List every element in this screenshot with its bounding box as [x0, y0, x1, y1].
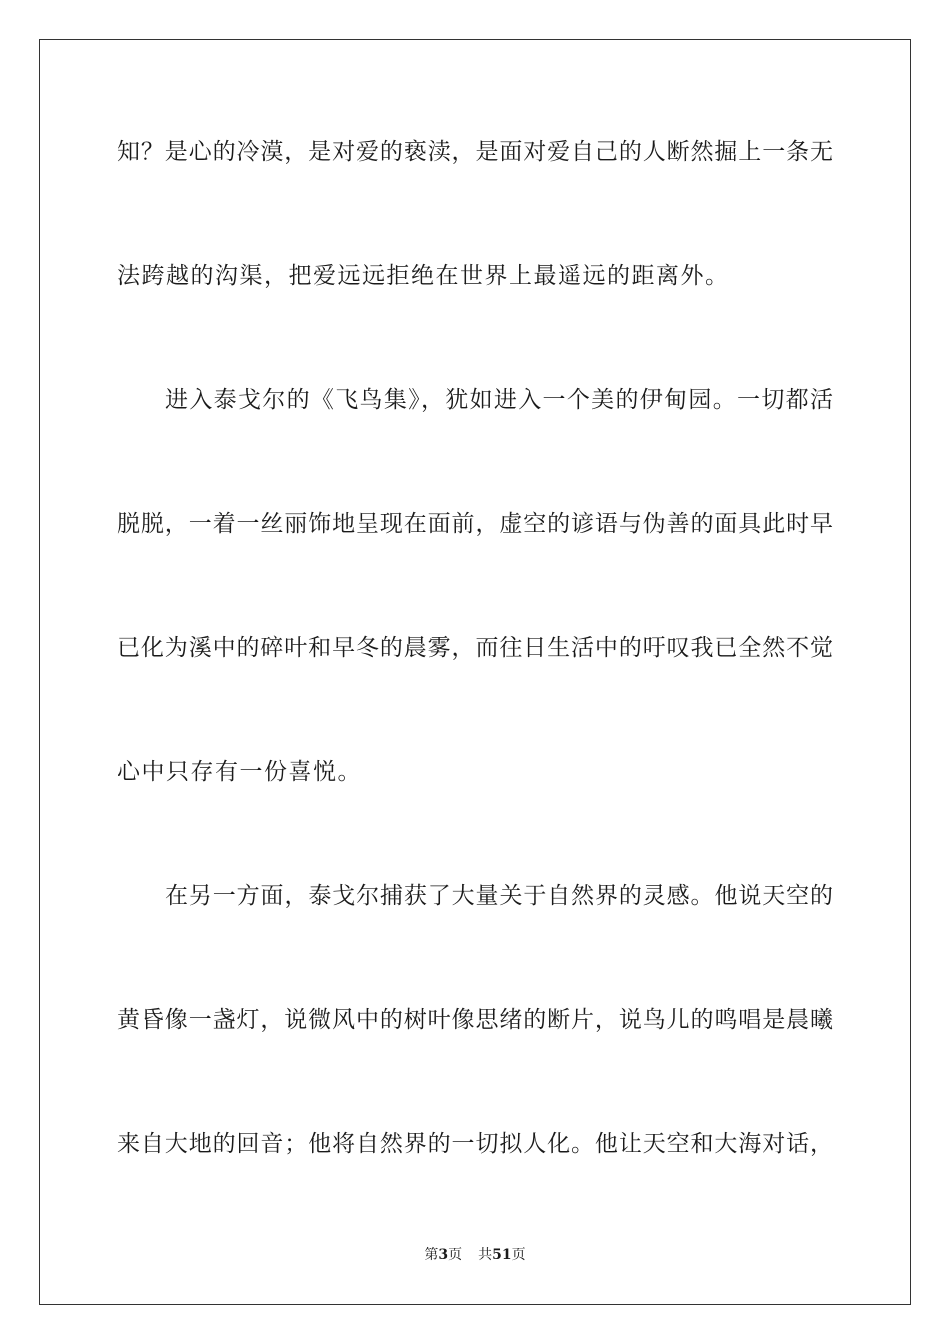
- text-line-3: 进入泰戈尔的《飞鸟集》，犹如进入一个美的伊甸园。一切都活: [165, 387, 833, 413]
- text-line-8: 黄昏像一盏灯，说微风中的树叶像思绪的断片，说鸟儿的鸣唱是晨曦: [117, 1007, 833, 1033]
- page-suffix: 页: [448, 1247, 463, 1263]
- total-prefix: 共: [478, 1247, 493, 1263]
- text-line-4: 脱脱，一着一丝丽饰地呈现在面前，虚空的谚语与伪善的面具此时早: [117, 511, 833, 537]
- text-line-7: 在另一方面，泰戈尔捕获了大量关于自然界的灵感。他说天空的: [165, 883, 833, 909]
- text-line-9: 来自大地的回音；他将自然界的一切拟人化。他让天空和大海对话，: [117, 1131, 833, 1157]
- text-line-2: 法跨越的沟渠，把爱远远拒绝在世界上最遥远的距离外。: [117, 263, 730, 289]
- text-line-1: 知？是心的冷漠，是对爱的亵渎，是面对爱自己的人断然掘上一条无: [117, 139, 833, 165]
- text-line-6: 心中只存有一份喜悦。: [117, 759, 362, 785]
- text-line-5: 已化为溪中的碎叶和早冬的晨雾，而往日生活中的吁叹我已全然不觉: [117, 635, 833, 661]
- total-pages: 51: [492, 1247, 512, 1263]
- page-footer: [0, 1246, 950, 1264]
- total-suffix: 页: [511, 1247, 526, 1263]
- page-number: 3: [438, 1247, 449, 1263]
- page-prefix: 第: [424, 1247, 439, 1263]
- page-border: [39, 39, 911, 1305]
